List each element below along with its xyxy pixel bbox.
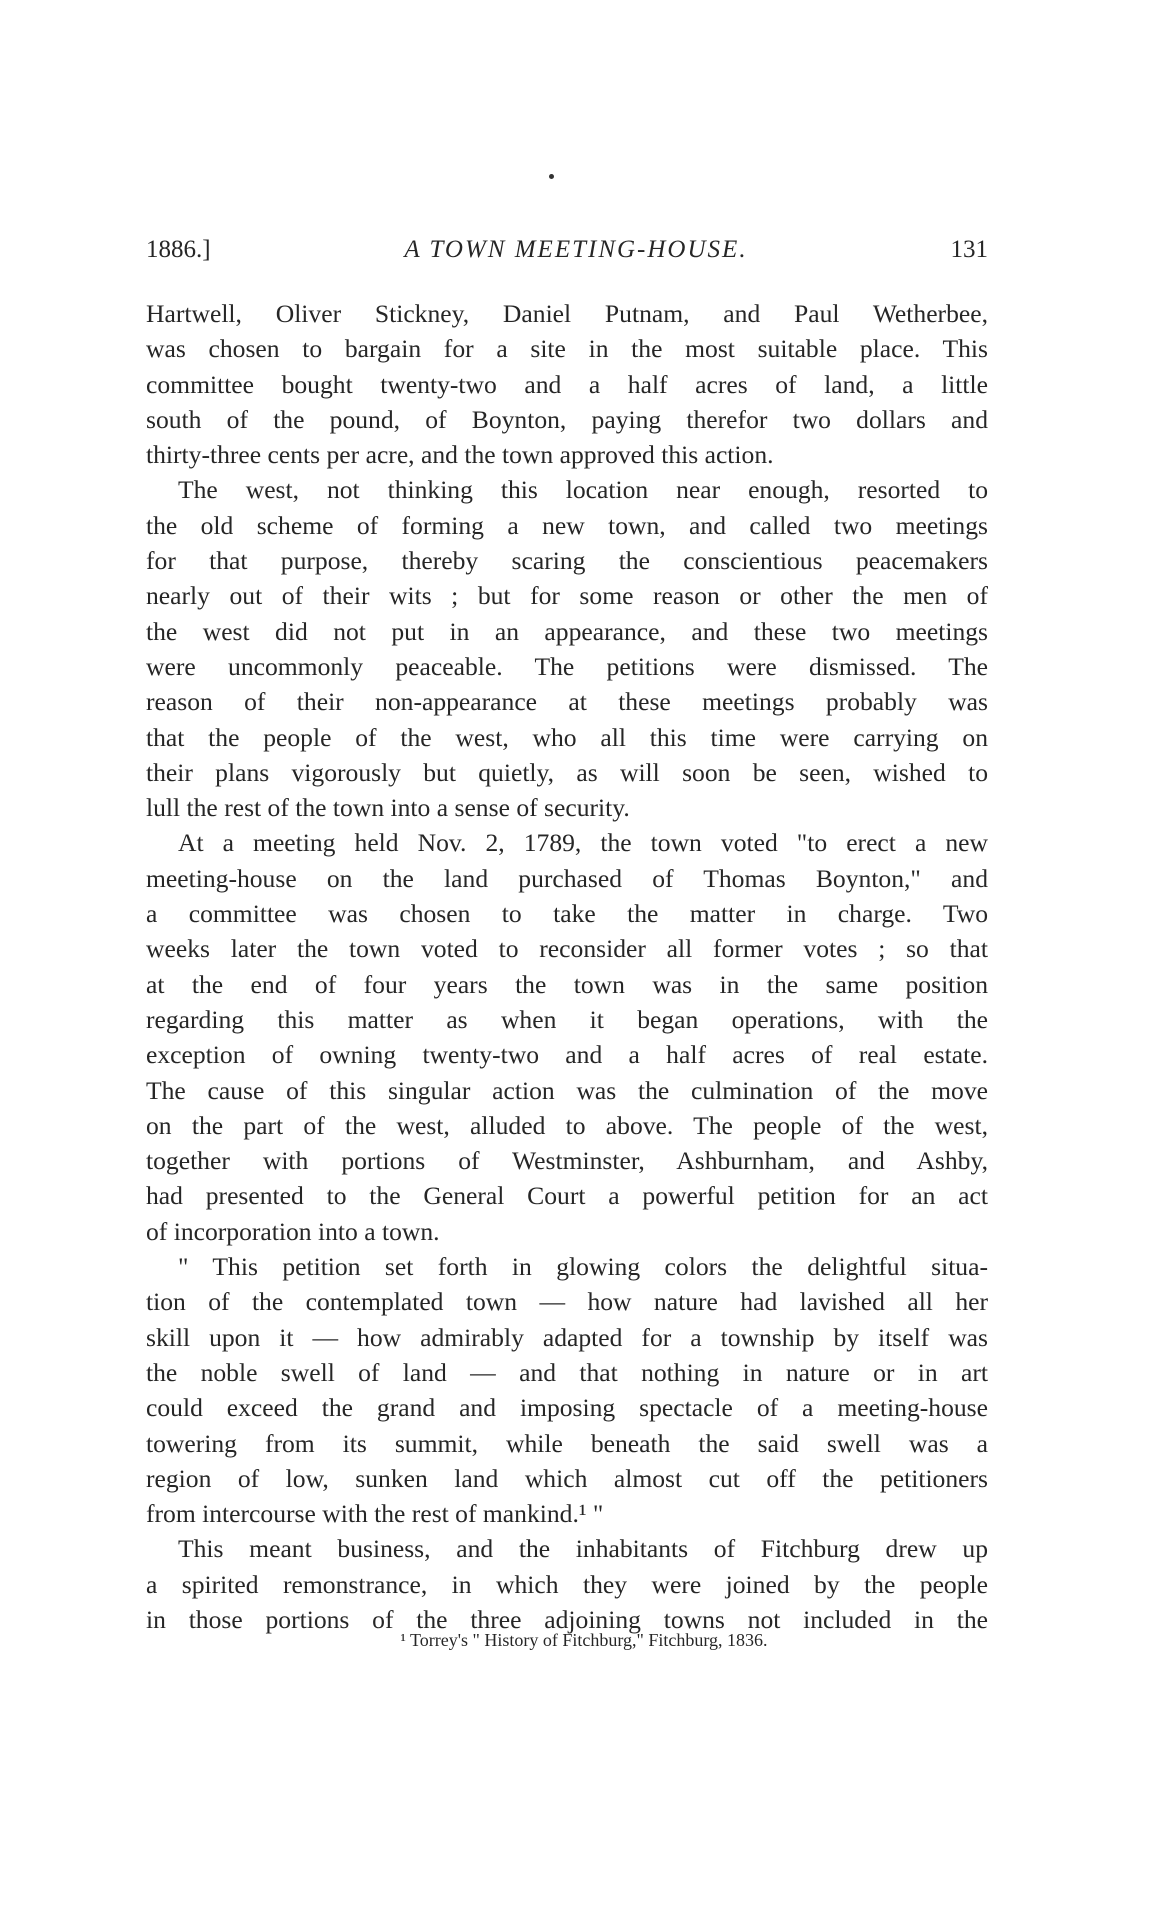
text-line: from intercourse with the rest of mankind.¹ " [146,1499,604,1529]
text-line: on the part of the west, alluded to above. The people of the west, [146,1110,988,1140]
footnote: ¹ Torrey's " History of Fitchburg," Fitchburg, 1836. [400,1630,768,1650]
text-line: towering from its summit, while beneath the said swell was a [146,1428,988,1458]
text-line: together with portions of Westminster, Ashburnham, and Ashby, [146,1146,988,1176]
text-line: the west did not put in an appearance, and these two meetings [146,616,988,646]
text-line: lull the rest of the town into a sense of security. [146,793,630,823]
text-line: weeks later the town voted to reconsider all former votes ; so that [146,934,988,964]
text-line: reason of their non-appearance at these meetings probably was [146,687,988,717]
text-line: tion of the contemplated town — how nature had lavished all her [146,1287,988,1317]
text-line: meeting-house on the land purchased of Thomas Boynton," and [146,863,988,893]
text-line: At a meeting held Nov. 2, 1789, the town voted "to erect a new [178,828,988,858]
text-line: had presented to the General Court a powerful petition for an act [146,1181,988,1211]
text-line: committee bought twenty-two and a half acres of land, a little [146,369,988,399]
text-line: skill upon it — how admirably adapted for a township by itself was [146,1322,988,1352]
text-line: were uncommonly peaceable. The petitions were dismissed. The [146,651,988,681]
text-line: nearly out of their wits ; but for some reason or other the men of [146,581,988,611]
header-year: 1886.] [146,236,211,263]
text-line: for that purpose, thereby scaring the conscientious peacemakers [146,546,988,576]
ink-speck [549,174,554,179]
body-text [146,296,988,1637]
text-line: at the end of four years the town was in the same position [146,969,988,999]
text-line: a spirited remonstrance, in which they were joined by the people [146,1569,988,1599]
text-line: This meant business, and the inhabitants of Fitchburg drew up [178,1534,988,1564]
text-line: Hartwell, Oliver Stickney, Daniel Putnam, and Paul Wetherbee, [146,299,988,328]
running-head [146,236,988,276]
text-line: thirty-three cents per acre, and the town approved this action. [146,440,774,470]
text-line: was chosen to bargain for a site in the most suitable place. This [146,334,988,364]
text-line: The cause of this singular action was the culmination of the move [146,1075,988,1105]
text-line: that the people of the west, who all this time were carrying on [146,722,988,752]
text-line: The west, not thinking this location near enough, resorted to [178,475,988,505]
text-line: the old scheme of forming a new town, and called two meetings [146,510,988,540]
page-number: 131 [950,236,988,263]
text-line: a committee was chosen to take the matter in charge. Two [146,899,988,929]
text-line: the noble swell of land — and that nothing in nature or in art [146,1357,988,1387]
text-line: " This petition set forth in glowing colors the delightful situa- [178,1252,988,1282]
text-line: exception of owning twenty-two and a half acres of real estate. [146,1040,988,1070]
text-line: of incorporation into a town. [146,1216,440,1246]
text-line: south of the pound, of Boynton, paying therefor two dollars and [146,404,988,434]
header-title: A TOWN MEETING-HOUSE. [404,236,748,263]
text-line: region of low, sunken land which almost cut off the petitioners [146,1463,988,1493]
text-line: regarding this matter as when it began operations, with the [146,1004,988,1034]
text-line: in those portions of the three adjoining towns not included in the [146,1604,988,1634]
text-line: their plans vigorously but quietly, as will soon be seen, wished to [146,757,988,787]
text-line: could exceed the grand and imposing spectacle of a meeting-house [146,1393,988,1423]
